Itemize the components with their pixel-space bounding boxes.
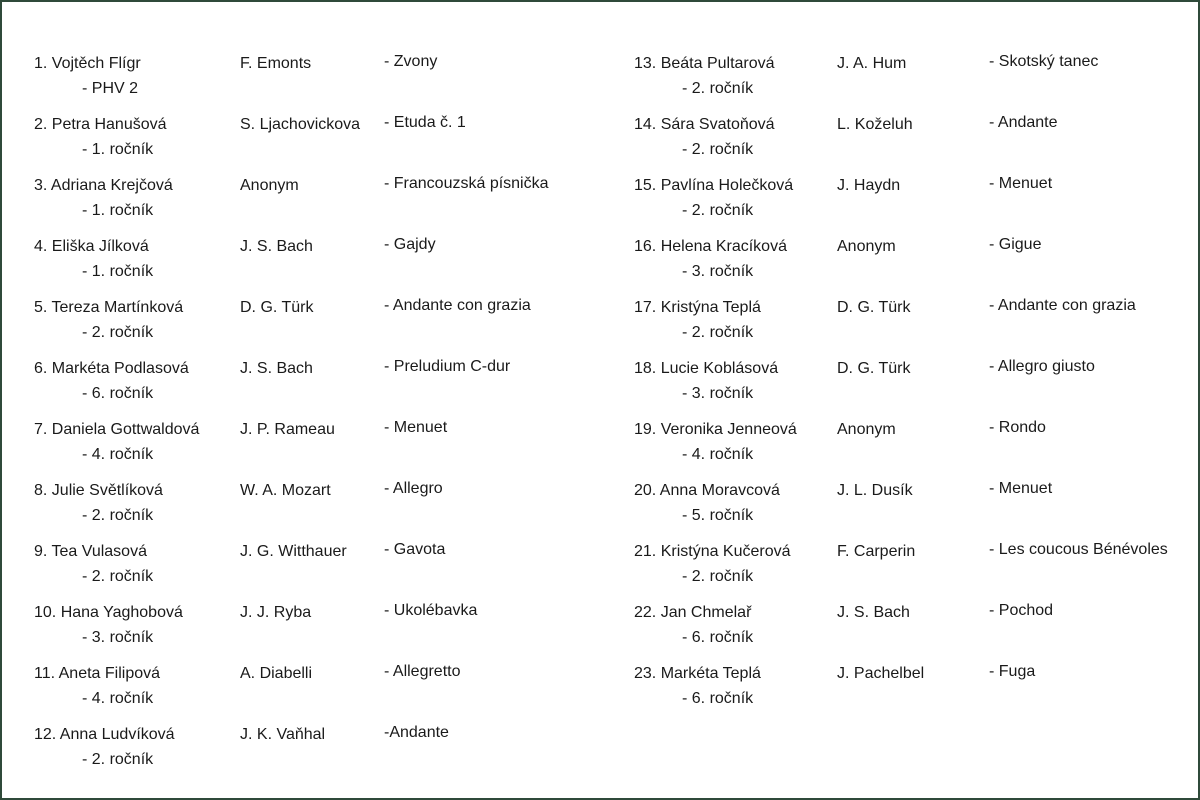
- composer-name: J. J. Ryba: [240, 604, 312, 621]
- grade-level: - 2. ročník: [82, 324, 154, 341]
- grade-level: - 2. ročník: [682, 568, 754, 585]
- grade-level: - 1. ročník: [82, 141, 154, 158]
- composer-name: Anonym: [240, 177, 299, 194]
- performer-name: 15. Pavlína Holečková: [634, 177, 794, 194]
- composer-name: W. A. Mozart: [240, 482, 331, 499]
- performer-name: 16. Helena Kracíková: [634, 238, 787, 255]
- composer-name: J. S. Bach: [240, 360, 313, 377]
- piece-title: - Ukolébavka: [384, 602, 478, 619]
- piece-title: - Skotský tanec: [989, 53, 1099, 70]
- composer-name: D. G. Türk: [240, 299, 314, 316]
- program-entry: [34, 42, 594, 103]
- piece-title: - Francouzská písnička: [384, 175, 549, 192]
- piece-title: - Fuga: [989, 663, 1036, 680]
- grade-level: - 4. ročník: [682, 446, 754, 463]
- performer-name: 10. Hana Yaghobová: [34, 604, 183, 621]
- piece-title: - Allegretto: [384, 663, 461, 680]
- performer-name: 6. Markéta Podlasová: [34, 360, 189, 377]
- piece-title: - Rondo: [989, 419, 1046, 436]
- piece-title: - Menuet: [989, 175, 1053, 192]
- grade-level: - 2. ročník: [82, 568, 154, 585]
- composer-name: F. Carperin: [837, 543, 916, 560]
- grade-level: - 2. ročník: [682, 202, 754, 219]
- composer-name: Anonym: [837, 421, 896, 438]
- program-entry: [34, 225, 594, 286]
- composer-name: F. Emonts: [240, 55, 312, 72]
- composer-name: S. Ljachovickova: [240, 116, 361, 133]
- piece-title: - Gavota: [384, 541, 446, 558]
- performer-name: 18. Lucie Koblásová: [634, 360, 779, 377]
- composer-name: J. G. Witthauer: [240, 543, 347, 560]
- performer-name: 20. Anna Moravcová: [634, 482, 780, 499]
- grade-level: - 2. ročník: [82, 751, 154, 768]
- program-entry: [634, 652, 1194, 713]
- program-entry: [634, 530, 1194, 591]
- composer-name: A. Diabelli: [240, 665, 313, 682]
- program-entry: [634, 469, 1194, 530]
- grade-level: - 5. ročník: [682, 507, 754, 524]
- composer-name: J. P. Rameau: [240, 421, 335, 438]
- grade-level: - 2. ročník: [682, 324, 754, 341]
- program-entry: [34, 286, 594, 347]
- piece-title: - Menuet: [384, 419, 448, 436]
- grade-level: - 1. ročník: [82, 263, 154, 280]
- composer-name: J. L. Dusík: [837, 482, 913, 499]
- performer-name: 21. Kristýna Kučerová: [634, 543, 791, 560]
- grade-level: - 6. ročník: [682, 690, 754, 707]
- performer-name: 22. Jan Chmelař: [634, 604, 752, 621]
- performer-name: 8. Julie Světlíková: [34, 482, 163, 499]
- piece-title: - Menuet: [989, 480, 1053, 497]
- grade-level: - 3. ročník: [82, 629, 154, 646]
- program-entry: [634, 347, 1194, 408]
- composer-name: J. S. Bach: [240, 238, 313, 255]
- performer-name: 12. Anna Ludvíková: [34, 726, 175, 743]
- program-entry: [634, 286, 1194, 347]
- grade-level: - PHV 2: [82, 80, 139, 97]
- performer-name: 9. Tea Vulasová: [34, 543, 147, 560]
- composer-name: J. K. Vaňhal: [240, 726, 326, 743]
- program-entry: [34, 469, 594, 530]
- grade-level: - 3. ročník: [682, 263, 754, 280]
- piece-title: - Les coucous Bénévoles: [989, 541, 1168, 558]
- performer-name: 4. Eliška Jílková: [34, 238, 149, 255]
- program-entry: [34, 530, 594, 591]
- grade-level: - 1. ročník: [82, 202, 154, 219]
- program-entry: [634, 42, 1194, 103]
- composer-name: D. G. Türk: [837, 360, 911, 377]
- piece-title: -Andante: [384, 724, 449, 741]
- performer-name: 14. Sára Svatoňová: [634, 116, 775, 133]
- performer-name: 5. Tereza Martínková: [34, 299, 184, 316]
- piece-title: - Andante con grazia: [384, 297, 531, 314]
- program-entry: [634, 103, 1194, 164]
- program-right-column: [634, 42, 1194, 713]
- program-entry: [634, 164, 1194, 225]
- grade-level: - 2. ročník: [82, 507, 154, 524]
- grade-level: - 4. ročník: [82, 690, 154, 707]
- piece-title: - Gajdy: [384, 236, 436, 253]
- performer-name: 7. Daniela Gottwaldová: [34, 421, 200, 438]
- piece-title: - Etuda č. 1: [384, 114, 466, 131]
- program-entry: [34, 713, 594, 774]
- piece-title: - Pochod: [989, 602, 1054, 619]
- grade-level: - 2. ročník: [682, 141, 754, 158]
- program-entry: [634, 408, 1194, 469]
- composer-name: L. Koželuh: [837, 116, 913, 133]
- program-entry: [34, 103, 594, 164]
- grade-level: - 3. ročník: [682, 385, 754, 402]
- grade-level: - 6. ročník: [82, 385, 154, 402]
- piece-title: - Allegro giusto: [989, 358, 1095, 375]
- composer-name: Anonym: [837, 238, 896, 255]
- composer-name: J. Pachelbel: [837, 665, 925, 682]
- performer-name: 13. Beáta Pultarová: [634, 55, 775, 72]
- composer-name: J. S. Bach: [837, 604, 910, 621]
- composer-name: J. A. Hum: [837, 55, 907, 72]
- performer-name: 19. Veronika Jenneová: [634, 421, 797, 438]
- performer-name: 2. Petra Hanušová: [34, 116, 167, 133]
- piece-title: - Allegro: [384, 480, 443, 497]
- program-entry: [34, 164, 594, 225]
- performer-name: 17. Kristýna Teplá: [634, 299, 761, 316]
- piece-title: - Andante con grazia: [989, 297, 1136, 314]
- grade-level: - 4. ročník: [82, 446, 154, 463]
- composer-name: J. Haydn: [837, 177, 901, 194]
- program-entry: [634, 225, 1194, 286]
- piece-title: - Preludium C-dur: [384, 358, 511, 375]
- program-left-column: [34, 42, 594, 774]
- grade-level: - 6. ročník: [682, 629, 754, 646]
- performer-name: 1. Vojtěch Flígr: [34, 55, 141, 72]
- performer-name: 23. Markéta Teplá: [634, 665, 761, 682]
- program-entry: [634, 591, 1194, 652]
- composer-name: D. G. Türk: [837, 299, 911, 316]
- piece-title: - Andante: [989, 114, 1058, 131]
- performer-name: 3. Adriana Krejčová: [34, 177, 173, 194]
- piece-title: - Zvony: [384, 53, 438, 70]
- piece-title: - Gigue: [989, 236, 1042, 253]
- performer-name: 11. Aneta Filipová: [34, 665, 161, 682]
- grade-level: - 2. ročník: [682, 80, 754, 97]
- program-entry: [34, 652, 594, 713]
- program-entry: [34, 591, 594, 652]
- program-entry: [34, 408, 594, 469]
- program-entry: [34, 347, 594, 408]
